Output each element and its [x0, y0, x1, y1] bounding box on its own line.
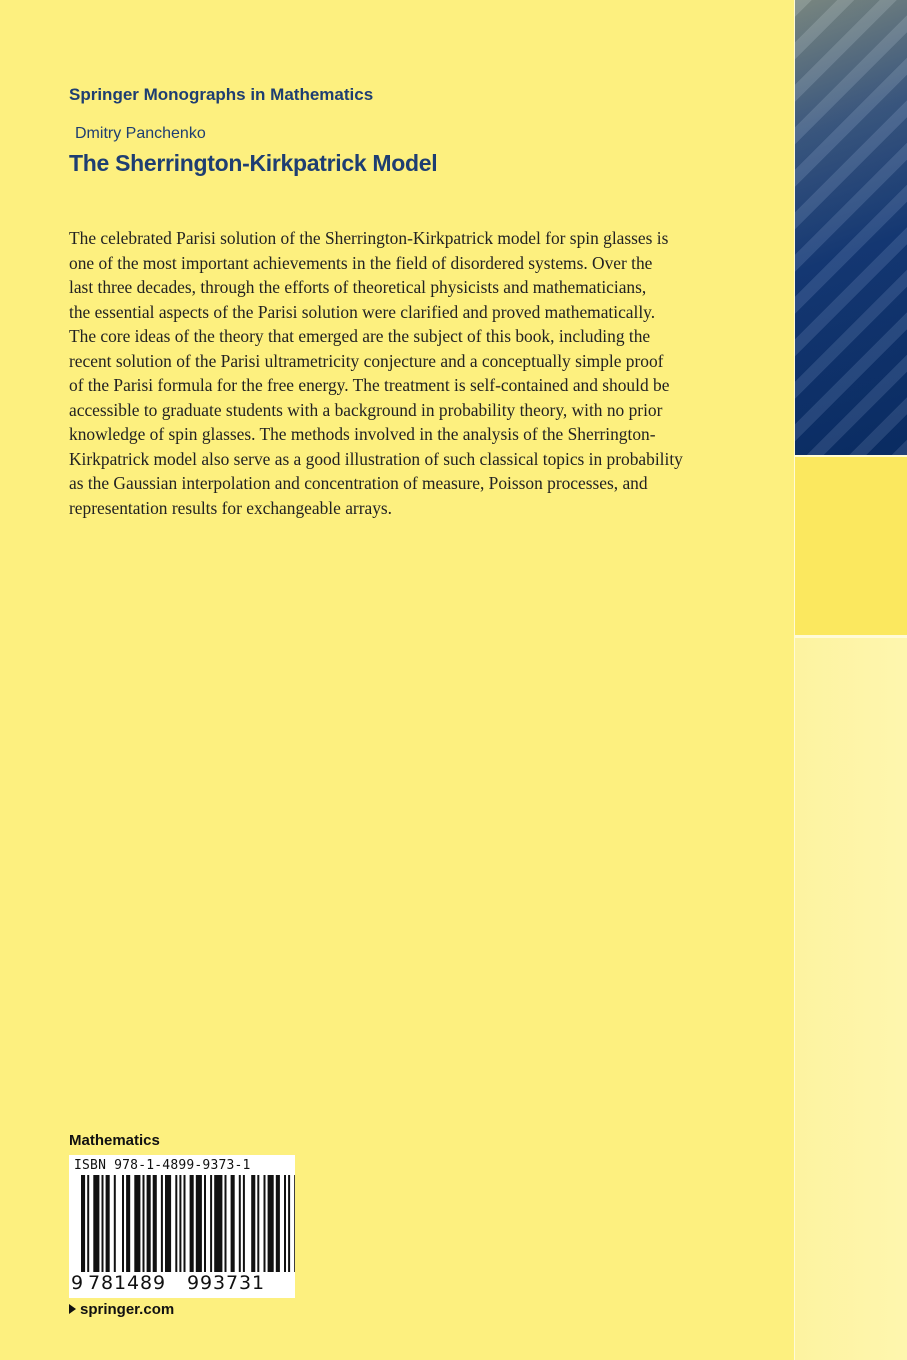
barcode-bar [243, 1175, 245, 1272]
description-line: of the Parisi formula for the free energy. The treatment is self-contained and should be [69, 375, 670, 395]
description-line: last three decades, through the efforts of theoretical physicists and mathematicians, [69, 277, 647, 297]
description-line: as the Gaussian interpolation and concentration of measure, Poisson processes, and [69, 473, 648, 493]
barcode-bar [102, 1175, 104, 1272]
description-line: The celebrated Parisi solution of the Sherrington-Kirkpatrick model for spin glasses is [69, 228, 669, 248]
barcode-digit-group: 993731 [187, 1272, 265, 1294]
barcode-lead-digit: 9 [71, 1272, 84, 1294]
barcode-bar [147, 1175, 151, 1272]
barcode-bar [126, 1175, 130, 1272]
barcode-bar [288, 1175, 290, 1272]
barcode-bar [153, 1175, 157, 1272]
description-line: recent solution of the Parisi ultrametricity conjecture and a conceptually simple proof [69, 350, 664, 371]
barcode-bar [93, 1175, 99, 1272]
description-line: the essential aspects of the Parisi solution were clarified and proved mathematically. [69, 301, 656, 322]
barcode-bar [143, 1175, 145, 1272]
barcode-bar [161, 1175, 163, 1272]
description-line: The core ideas of the theory that emerged are the subject of this book, including the [69, 326, 651, 346]
barcode-bar [251, 1175, 255, 1272]
barcode-bar [196, 1175, 202, 1272]
barcode-bar [114, 1175, 116, 1272]
description-line: Kirkpatrick model also serve as a good illustration of such classical topics in probability [69, 448, 683, 469]
strip-yellow-panel [795, 457, 907, 635]
decorative-side-strip [795, 0, 907, 1360]
author-name: Dmitry Panchenko [75, 125, 206, 142]
barcode-bars-icon [69, 1175, 295, 1272]
publisher-website[interactable] [69, 1301, 174, 1318]
barcode-bar [134, 1175, 140, 1272]
barcode-bar [214, 1175, 222, 1272]
barcode-bar [231, 1175, 235, 1272]
description-line: one of the most important achievements in the field of disordered systems. Over the [69, 252, 653, 273]
barcode-bar [175, 1175, 177, 1272]
subject-category: Mathematics [69, 1132, 160, 1149]
barcode-bar [81, 1175, 85, 1272]
book-title: The Sherrington-Kirkpatrick Model [69, 150, 438, 176]
book-description [69, 226, 769, 520]
series-name: Springer Monographs in Mathematics [69, 85, 374, 104]
barcode-bar [184, 1175, 186, 1272]
strip-light-panel [795, 638, 907, 1360]
barcode-bar [210, 1175, 212, 1272]
barcode-bar [204, 1175, 206, 1272]
barcode-bar [276, 1175, 280, 1272]
description-line: knowledge of spin glasses. The methods involved in the analysis of the Sherrington- [69, 424, 656, 444]
barcode-bar [165, 1175, 171, 1272]
arrow-right-icon [69, 1304, 76, 1314]
barcode-bar [239, 1175, 241, 1272]
barcode-bar [268, 1175, 274, 1272]
description-line: accessible to graduate students with a background in probability theory, with no prior [69, 399, 663, 420]
barcode-digit-group: 781489 [88, 1272, 166, 1294]
barcode-bar [284, 1175, 286, 1272]
barcode-bar [190, 1175, 194, 1272]
barcode-bar [122, 1175, 124, 1272]
barcode-bar [294, 1175, 295, 1272]
isbn-number: ISBN 978-1-4899-9373-1 [74, 1158, 251, 1173]
strip-blue-panel [795, 0, 907, 455]
barcode-bar [257, 1175, 259, 1272]
barcode-bar [106, 1175, 110, 1272]
barcode-bar [87, 1175, 89, 1272]
website-label: springer.com [80, 1301, 175, 1318]
barcode-bar [179, 1175, 181, 1272]
barcode-bar [264, 1175, 266, 1272]
description-line: representation results for exchangeable arrays. [69, 497, 393, 518]
barcode-bar [225, 1175, 227, 1272]
isbn-barcode [69, 1155, 295, 1298]
